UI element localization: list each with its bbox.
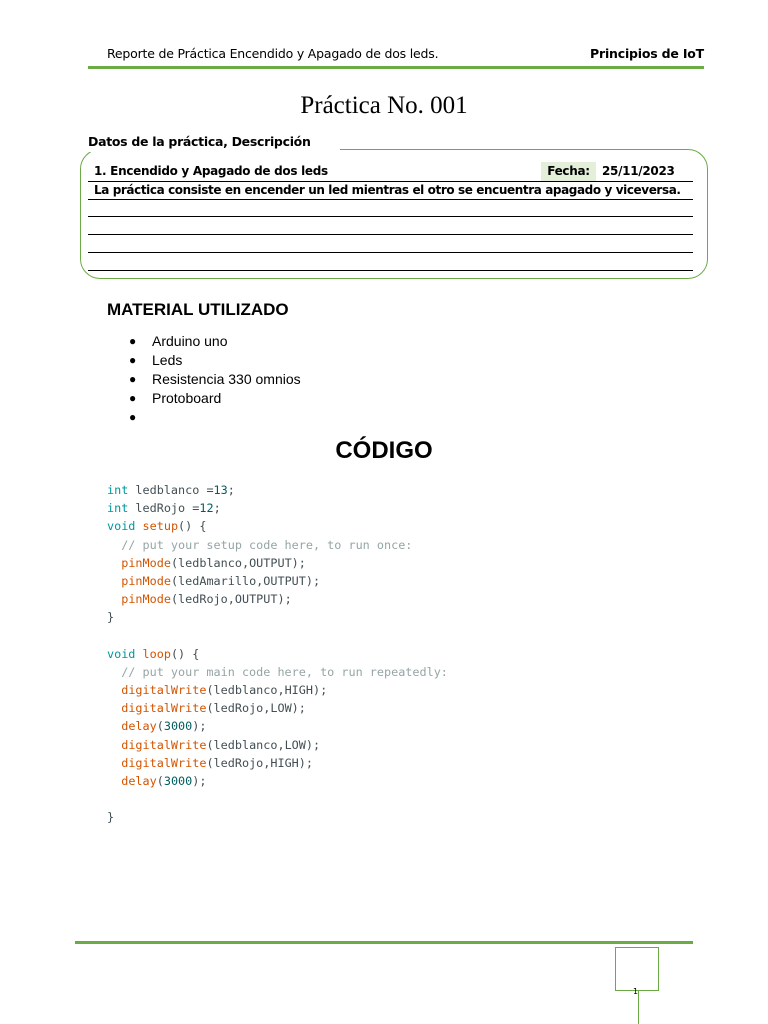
- code-token: ;: [213, 501, 221, 516]
- code-token: digitalWrite: [121, 737, 207, 752]
- code-line: [107, 499, 448, 517]
- code-line: [107, 517, 448, 535]
- footer-divider: [75, 941, 693, 944]
- code-line: [107, 536, 448, 554]
- practice-description: La práctica consiste en encender un led mientras el otro se encuentra apagado y viceversa.: [94, 183, 681, 197]
- material-item-label: Protoboard: [152, 390, 222, 406]
- code-token: (ledblanco,OUTPUT);: [170, 555, 306, 570]
- description-line: [88, 199, 693, 200]
- code-token: );: [192, 774, 207, 788]
- description-line: [88, 270, 693, 271]
- code-token: () {: [178, 519, 207, 534]
- code-token: pinMode: [121, 592, 171, 607]
- practice-name: 1. Encendido y Apagado de dos leds: [94, 164, 328, 178]
- code-token: int: [107, 483, 129, 497]
- code-token: void: [107, 519, 136, 534]
- code-section-title: CÓDIGO: [335, 437, 433, 464]
- code-block: [107, 481, 448, 827]
- code-token: [107, 774, 121, 788]
- code-line: [107, 754, 448, 772]
- page-number-box: [615, 947, 659, 991]
- bullet-icon: ●: [129, 334, 137, 348]
- material-item: [107, 332, 301, 351]
- code-token: digitalWrite: [121, 701, 207, 716]
- code-token: [135, 647, 142, 661]
- code-token: [135, 519, 142, 533]
- description-label-rule: [340, 149, 656, 150]
- code-token: (ledAmarillo,OUTPUT);: [170, 573, 321, 588]
- code-line: [107, 663, 448, 681]
- material-item-label: Arduino uno: [152, 333, 228, 349]
- material-item: [107, 389, 301, 408]
- code-token: ;: [227, 483, 235, 497]
- code-token: digitalWrite: [121, 755, 207, 770]
- code-line: [107, 590, 448, 608]
- page-title: Práctica No. 001: [300, 92, 468, 119]
- code-token: [107, 756, 121, 770]
- code-line: [107, 645, 448, 663]
- code-token: (ledRojo,OUTPUT);: [170, 592, 292, 607]
- code-line: [107, 481, 448, 499]
- code-token: 13: [213, 483, 228, 497]
- code-token: (: [156, 774, 164, 788]
- code-line: [107, 699, 448, 717]
- code-token: ledblanco =: [128, 483, 214, 497]
- code-line: [107, 808, 448, 826]
- code-token: [107, 701, 121, 715]
- code-line: [107, 681, 448, 699]
- code-token: (ledRojo,HIGH);: [206, 755, 313, 770]
- code-token: // put your setup code here, to run once:: [107, 537, 413, 552]
- material-item: [107, 408, 301, 427]
- code-line: [107, 717, 448, 735]
- code-token: pinMode: [121, 555, 171, 570]
- code-token: [107, 556, 121, 570]
- code-token: [107, 683, 121, 697]
- bullet-icon: ●: [129, 372, 137, 386]
- materials-list: [107, 332, 301, 427]
- code-line: [107, 627, 448, 645]
- header-report-title: Reporte de Práctica Encendido y Apagado de dos leds.: [107, 46, 439, 61]
- code-token: (ledRojo,LOW);: [206, 701, 306, 716]
- code-token: }: [107, 610, 115, 625]
- code-token: setup: [142, 519, 179, 534]
- code-token: [107, 738, 121, 752]
- description-line: [88, 181, 693, 182]
- code-token: 3000: [163, 719, 193, 734]
- code-token: loop: [142, 646, 171, 661]
- header-course-name: Principios de IoT: [590, 46, 704, 61]
- code-token: [107, 592, 121, 606]
- code-token: void: [107, 646, 136, 661]
- code-line: [107, 572, 448, 590]
- material-item: [107, 351, 301, 370]
- code-token: [107, 719, 121, 733]
- code-token: delay: [121, 719, 157, 734]
- materials-title: MATERIAL UTILIZADO: [107, 300, 289, 319]
- code-token: 3000: [163, 774, 193, 788]
- code-token: digitalWrite: [121, 683, 207, 698]
- bullet-icon: ●: [129, 353, 137, 367]
- code-token: (ledblanco,LOW);: [206, 737, 321, 752]
- code-token: (ledblanco,HIGH);: [206, 683, 328, 698]
- bullet-icon: ●: [129, 410, 137, 424]
- code-token: ledRojo =: [128, 501, 200, 516]
- material-item-label: Resistencia 330 omnios: [152, 371, 301, 387]
- code-line: [107, 554, 448, 572]
- code-line: [107, 790, 448, 808]
- material-item: [107, 370, 301, 389]
- code-token: delay: [121, 774, 157, 788]
- code-token: [107, 574, 121, 588]
- code-token: // put your main code here, to run repeatedly:: [107, 664, 448, 679]
- date-value: 25/11/2023: [602, 164, 675, 178]
- code-token: }: [107, 810, 115, 825]
- header-divider: [88, 66, 704, 69]
- code-line: [107, 772, 448, 790]
- page-number-line: [638, 991, 639, 1024]
- description-label: Datos de la práctica, Descripción: [88, 134, 311, 149]
- description-line: [88, 252, 693, 253]
- date-label: Fecha:: [541, 162, 596, 181]
- material-item-label: Leds: [152, 352, 183, 368]
- code-token: (: [156, 719, 164, 734]
- bullet-icon: ●: [129, 391, 137, 405]
- description-line: [88, 216, 693, 217]
- code-token: () {: [170, 646, 200, 661]
- code-token: 12: [199, 501, 214, 516]
- page-number: 1: [633, 987, 639, 996]
- code-token: pinMode: [121, 573, 171, 588]
- description-line: [88, 234, 693, 235]
- code-token: int: [107, 501, 129, 516]
- code-token: );: [192, 719, 207, 734]
- code-line: [107, 736, 448, 754]
- code-line: [107, 608, 448, 626]
